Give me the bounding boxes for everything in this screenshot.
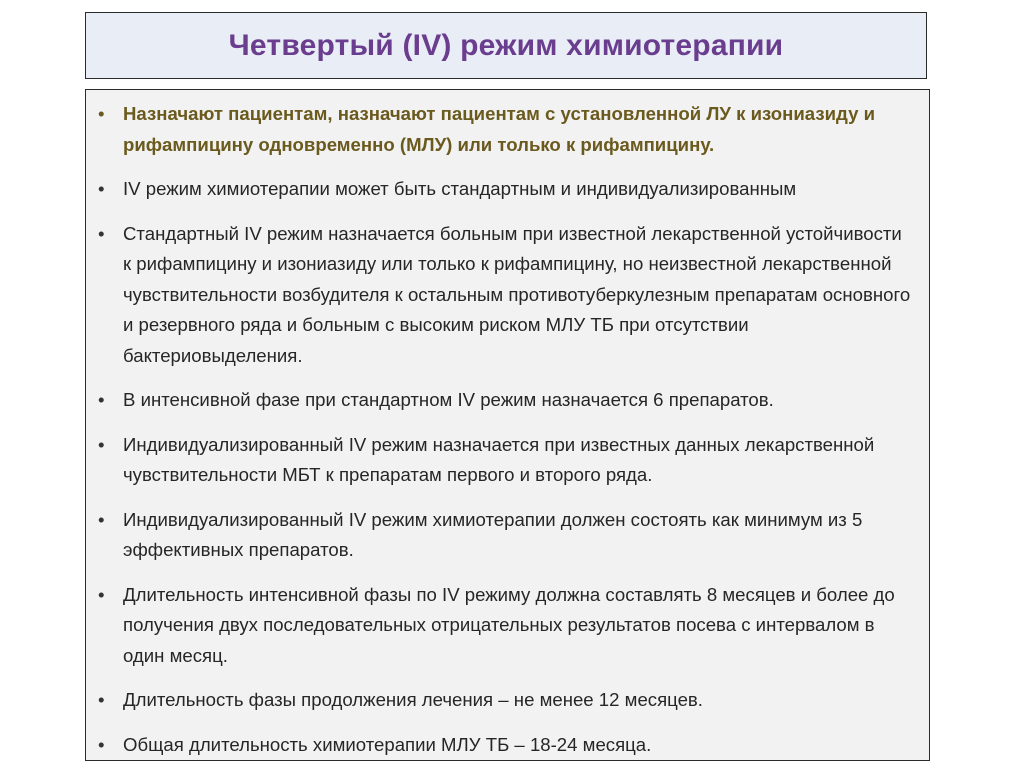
bullet-text: Стандартный IV режим назначается больным при известной лекарственной устойчивости к рифампицину и изониазиду или только к рифампицину, но неизвестной лекарственной чувствительности возбудителя к остальным противотуберкулезным препаратам основного и резервного ряда и больным с высоким риском МЛУ ТБ при отсутствии бактериовыделения. — [123, 222, 911, 366]
bullet-item — [98, 685, 915, 716]
bullet-icon — [98, 99, 112, 130]
bullet-text: Общая длительность химиотерапии МЛУ ТБ – 18-24 месяца. — [123, 733, 652, 755]
bullet-icon — [98, 174, 112, 205]
bullet-text: Длительность интенсивной фазы по IV режиму должна составлять 8 месяцев и более до получения двух последовательных отрицательных результатов посева с интервалом в один месяц. — [123, 583, 895, 666]
slide-title: Четвертый (IV) режим химиотерапии — [228, 28, 784, 62]
bullet-icon — [98, 580, 112, 611]
bullet-item — [98, 505, 915, 566]
bullet-text: Длительность фазы продолжения лечения – не менее 12 месяцев. — [123, 689, 703, 710]
bullet-item — [98, 99, 915, 160]
bullet-item — [98, 174, 915, 205]
bullet-item — [98, 385, 915, 416]
slide-title-box — [85, 12, 927, 79]
slide-content-box — [85, 89, 930, 761]
bullet-text: IV режим химиотерапии может быть стандартным и индивидуализированным — [123, 178, 797, 199]
bullet-icon — [98, 505, 112, 536]
bullet-item — [98, 219, 915, 372]
bullet-item — [98, 730, 915, 761]
bullet-text: В интенсивной фазе при стандартном IV режим назначается 6 препаратов. — [123, 389, 774, 410]
bullet-text: Индивидуализированный IV режим химиотерапии должен состоять как минимум из 5 эффективных препаратов. — [123, 508, 863, 560]
bullet-icon — [98, 730, 112, 761]
bullet-list — [98, 99, 915, 760]
bullet-icon — [98, 219, 112, 250]
bullet-item — [98, 430, 915, 491]
bullet-icon — [98, 430, 112, 461]
bullet-icon — [98, 385, 112, 416]
bullet-text: Индивидуализированный IV режим назначается при известных данных лекарственной чувствительности МБТ к препаратам первого и второго ряда. — [123, 433, 875, 485]
bullet-item — [98, 580, 915, 672]
bullet-icon — [98, 685, 112, 716]
bullet-text: Назначают пациентам, назначают пациентам с установленной ЛУ к изониазиду и рифампицину одновременно (МЛУ) или только к рифампицину. — [123, 103, 876, 155]
